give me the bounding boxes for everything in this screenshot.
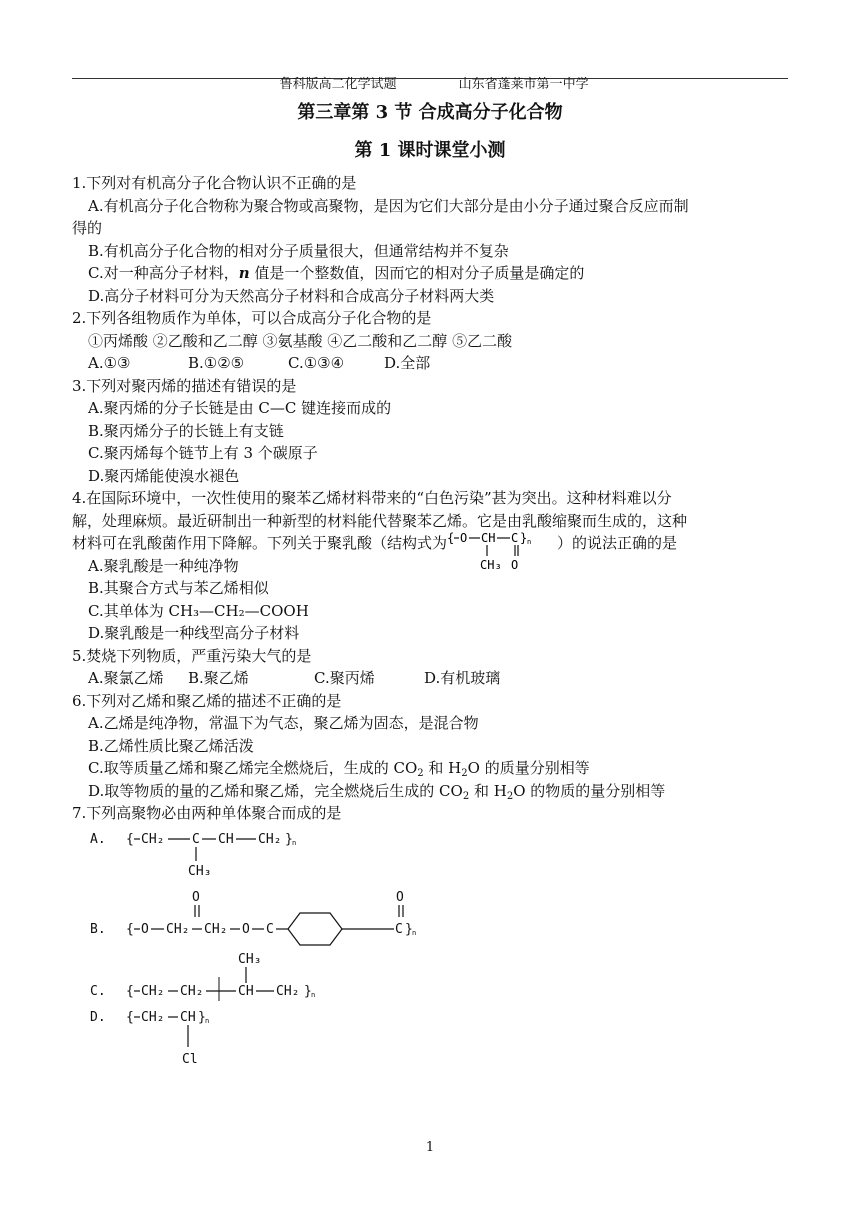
page-subtitle: 第 1 课时课堂小测 [354,140,506,161]
svg-text:{: { [126,831,134,847]
q5-choices [88,667,792,690]
svg-text:C: C [266,921,274,937]
q4-stem-line3-post: ）的说法正确的是 [557,534,678,552]
structure-c [90,952,315,1001]
svg-text:n: n [292,838,297,847]
q1-option-c-n: n [238,264,250,282]
q1-option-c-pre: C.对一种高分子材料， [88,264,239,282]
svg-text:CH₂: CH₂ [258,831,282,847]
header-left: 鲁科版高二化学试题 [279,77,397,92]
svg-text:CH₂: CH₂ [166,921,190,937]
q6-stem: 6.下列对乙烯和聚乙烯的描述不正确的是 [72,691,342,710]
svg-text:{: { [126,983,134,999]
svg-text:O: O [192,889,200,905]
struct-o: O [460,531,468,545]
svg-text:}: } [285,831,293,847]
svg-text:CH₂: CH₂ [180,983,204,999]
q2-option-c: C.①③④ [288,354,345,372]
struct-ch3: CH₃ [480,558,502,572]
svg-text:n: n [412,928,417,937]
q6-option-a: A.乙烯是纯净物，常温下为气态，聚乙烯为固态，是混合物 [88,714,479,732]
q1-option-a: A.有机高分子化合物称为聚合物或高聚物，是因为它们大部分是由小分子通过聚合反应而制 [88,196,689,215]
svg-text:CH₂: CH₂ [276,983,300,999]
q5-option-b: B.聚乙烯 [188,669,249,687]
q5-option-c: C.聚丙烯 [314,669,375,687]
svg-text:CH: CH [218,831,234,847]
structure-d [90,1010,209,1067]
q4-stem-line1: 4.在国际环境中，一次性使用的聚苯乙烯材料带来的“白色污染”甚为突出。这种材料难以分 [72,489,672,507]
q1-option-b: B.有机高分子化合物的相对分子质量很大，但通常结构并不复杂 [88,241,509,260]
page-number: 1 [425,1140,435,1155]
svg-text:n: n [311,990,316,999]
svg-text:Cl: Cl [182,1051,198,1067]
q2-option-d: D.全部 [384,354,431,372]
svg-text:CH₃: CH₃ [188,863,212,879]
benzene-ring-icon [288,913,342,945]
struct-c: C [511,531,519,545]
q4-option-d: D.聚乳酸是一种线型高分子材料 [88,624,300,642]
svg-text:CH: CH [180,1009,196,1025]
q5-option-a: A.聚氯乙烯 [88,669,164,687]
q2-choices [88,352,792,375]
struct-o-double: O [511,558,519,572]
q4-option-c: C.其单体为 CH₃—CH₂—COOH [88,601,309,620]
svg-text:CH₂: CH₂ [141,1009,165,1025]
structure-b [90,890,416,945]
svg-text:{: { [126,1009,134,1025]
svg-text:C: C [395,921,403,937]
svg-text:n: n [205,1016,210,1025]
svg-text:C: C [192,831,200,847]
q1-option-c [88,262,792,285]
svg-text:}: } [198,1009,206,1025]
q1-option-a-cont: 得的 [72,219,103,237]
q2-option-a: A.①③ [88,354,131,372]
q4-stem-line2: 解，处理麻烦。最近研制出一种新型的材料能代替聚苯乙烯。它是由乳酸缩聚而生成的，这种 [72,511,688,530]
structure-a [90,832,296,879]
svg-text:O: O [141,921,149,937]
q5-stem: 5.焚烧下列物质，严重污染大气的是 [72,646,312,665]
svg-text:{: { [126,921,134,937]
svg-text:CH₂: CH₂ [141,831,165,847]
svg-text:D.: D. [90,1009,106,1025]
q2-stem: 2.下列各组物质作为单体，可以合成高分子化合物的是 [72,309,432,327]
q1-option-c-post: 值是一个整数值，因而它的相对分子质量是确定的 [249,264,585,282]
q7-structures-figure [88,825,688,1095]
q6-option-c: C.取等质量乙烯和聚乙烯完全燃烧后，生成的 $CO_2$ 和 $H_2O$ 的质量分别相等 [88,759,590,779]
page-header [72,58,788,92]
svg-text:CH₂: CH₂ [141,983,165,999]
polylactic-acid-structure [447,532,557,576]
q3-option-d: D.聚丙烯能使溴水褪色 [88,466,240,485]
svg-text:}: } [304,983,312,999]
svg-text:O: O [242,921,250,937]
q3-option-b: B.聚丙烯分子的长链上有支链 [88,421,284,440]
struct-n: n [527,538,532,546]
svg-text:B.: B. [90,921,106,937]
q7-stem: 7.下列高聚物必由两种单体聚合而成的是 [72,804,342,822]
q3-option-c: C.聚丙烯每个链节上有 3 个碳原子 [88,444,318,462]
q1-option-d: D.高分子材料可分为天然高分子材料和合成高分子材料两大类 [88,286,495,305]
q4-stem-line3-pre: 材料可在乳酸菌作用下降解。下列关于聚乳酸（结构式为 [72,534,448,552]
struct-ch: CH [481,531,496,545]
q4-option-a: A.聚乳酸是一种纯净物 [88,556,239,575]
q5-option-d: D.有机玻璃 [424,669,501,687]
svg-text:}: } [520,531,528,545]
svg-text:CH₂: CH₂ [204,921,228,937]
svg-text:}: } [405,921,413,937]
struct-bracket-left: { [447,531,455,545]
q2-option-b: B.①②⑤ [188,354,245,372]
svg-text:O: O [396,889,404,905]
q4-option-b: B.其聚合方式与苯乙烯相似 [88,579,269,597]
q2-items: ①丙烯酸 ②乙酸和乙二醇 ③氨基酸 ④乙二酸和乙二醇 ⑤乙二酸 [88,331,513,350]
question-list [72,172,792,1095]
svg-text:C.: C. [90,983,106,999]
q1-stem: 1.下列对有机高分子化合物认识不正确的是 [72,174,357,192]
q6-option-b: B.乙烯性质比聚乙烯活泼 [88,736,254,755]
q6-option-d: D.取等物质的量的乙烯和聚乙烯，完全燃烧后生成的 $CO_2$ 和 $H_2O$ 的物质的量分别相等 [88,781,666,802]
svg-text:CH: CH [238,983,254,999]
q3-option-a: A.聚丙烯的分子长链是由 C—C 键连接而成的 [88,399,392,417]
page-title: 第三章第 3 节 合成高分子化合物 [297,102,563,123]
svg-text:CH₃: CH₃ [238,951,262,967]
svg-text:A.: A. [90,831,106,847]
q3-stem: 3.下列对聚丙烯的描述有错误的是 [72,376,297,395]
header-right: 山东省蓬莱市第一中学 [458,77,589,92]
